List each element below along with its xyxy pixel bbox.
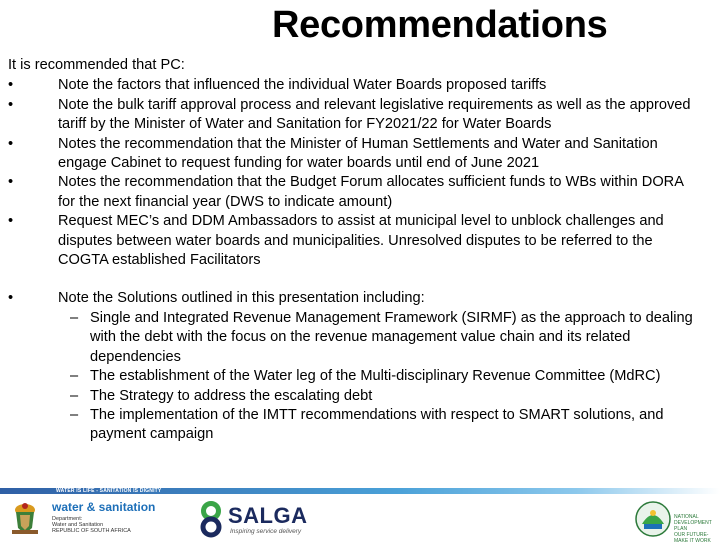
list-item-text: Notes the recommendation that the Budget Forum allocates sufficient funds to WBs within DORA for the next financial year (DWS to indicate amount)	[58, 174, 684, 210]
water-sanitation-logo	[6, 500, 176, 538]
dash-marker: –	[70, 406, 79, 423]
list-item	[8, 212, 698, 270]
list-item-text: Note the Solutions outlined in this presentation including:	[58, 290, 425, 307]
list-item	[8, 76, 698, 95]
list-item-text: Note the factors that influenced the individual Water Boards proposed tariffs	[58, 77, 547, 94]
salga-tagline: Inspiring service delivery	[230, 528, 302, 535]
dept-lines: Department: Water and Sanitation REPUBLIC OF SOUTH AFRICA	[52, 516, 131, 534]
sub-list-item-text: The establishment of the Water leg of the Multi-disciplinary Revenue Committee (MdRC)	[90, 368, 661, 385]
bullet-marker: •	[8, 174, 14, 191]
dept-title: water & sanitation	[52, 500, 156, 514]
ndp-text: NATIONAL DEVELOPMENT PLAN OUR FUTURE-MAKE IT WORK	[674, 514, 712, 544]
dash-marker: –	[70, 368, 79, 385]
ndp-logo	[634, 500, 712, 544]
bullet-marker: •	[8, 290, 14, 307]
sub-list-item	[58, 406, 698, 445]
recommendation-list	[8, 76, 698, 444]
list-item	[8, 289, 698, 444]
list-item-text: Notes the recommendation that the Minister of Human Settlements and Water and Sanitation engage Cabinet to request funding for water boards until end of June 2021	[58, 135, 658, 172]
list-item-text: Request MEC’s and DDM Ambassadors to assist at municipal level to unblock challenges and disputes between water boards and municipalities. Unresolved disputes to be referred to the COGTA established Facilitators	[58, 213, 664, 269]
salga-mark-icon	[198, 500, 228, 538]
sub-list-item	[58, 387, 698, 406]
list-item	[8, 135, 698, 174]
sub-list-item-text: The Strategy to address the escalating debt	[90, 387, 373, 404]
list-item	[8, 173, 698, 212]
footer-slogan: WATER IS LIFE - SANITATION IS DIGNITY	[56, 488, 162, 494]
bullet-marker: •	[8, 77, 14, 94]
list-item	[8, 96, 698, 135]
intro-text: It is recommended that PC:	[8, 57, 185, 73]
bullet-marker: •	[8, 135, 14, 152]
sub-list-item	[58, 367, 698, 386]
solutions-sublist	[58, 309, 698, 445]
dash-marker: –	[70, 387, 79, 404]
coat-of-arms-icon	[6, 500, 44, 538]
slide-title: Recommendations	[272, 4, 608, 46]
ndp-emblem-icon	[634, 500, 672, 538]
sub-list-item-text: Single and Integrated Revenue Management Framework (SIRMF) as the approach to dealing with the debt with the focus on the revenue management value chain and its related dependencies	[90, 309, 693, 365]
bullet-marker: •	[8, 96, 14, 113]
list-item-text: Note the bulk tariff approval process and relevant legislative requirements as well as the approved tariff by the Minister of Water and Sanitation for FY2021/22 for Water Boards	[58, 96, 691, 133]
salga-logo	[198, 500, 308, 538]
bullet-marker: •	[8, 213, 14, 230]
sub-list-item	[58, 309, 698, 367]
dash-marker: –	[70, 309, 79, 326]
salga-name: SALGA	[228, 503, 308, 528]
slide-body	[8, 56, 698, 445]
sub-list-item-text: The implementation of the IMTT recommendations with respect to SMART solutions, and payment campaign	[90, 406, 664, 443]
